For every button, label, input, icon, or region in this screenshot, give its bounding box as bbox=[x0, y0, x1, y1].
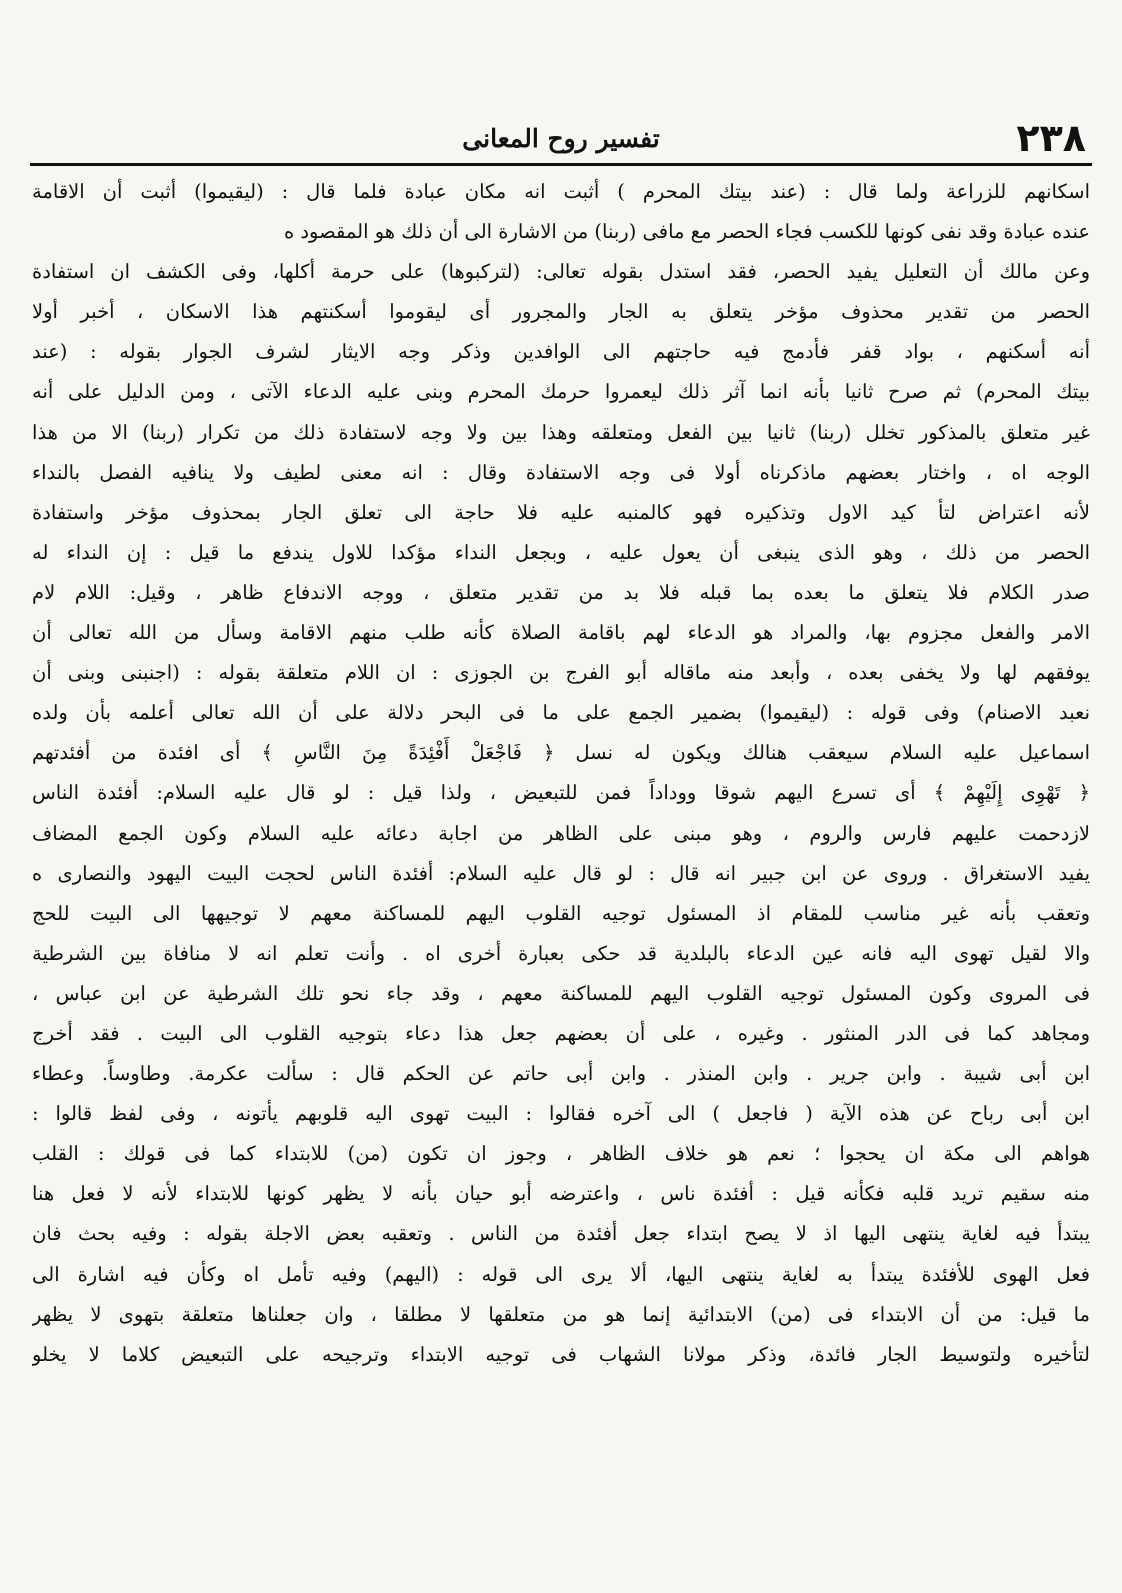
text-line: منه سقيم تريد قلبه فكأنه قيل : أفئدة ناس ، واعترضه أبو حيان بأنه لا يظهر كونها للابتداء لأنه لا فعل هنا bbox=[32, 1182, 1090, 1206]
page-header bbox=[30, 118, 1092, 160]
text-line: ابن أبى رباح عن هذه الآية ( فاجعل ) الى آخره فقالوا : البيت تهوى اليه قلوبهم يأتونه ، وفى لفظ قالوا : bbox=[32, 1102, 1090, 1126]
text-line: يبتدأ فيه لغاية ينتهى اليها اذ لا يصح ابتداء جعل أفئدة من الناس . وتعقبه بعض الاجلة بقوله : وفيه بحث فان bbox=[32, 1222, 1090, 1246]
text-line: والا لقيل تهوى اليه فانه عين الدعاء بالبلدية قد حكى بعبارة أخرى اه . وأنت تعلم انه لا منافاة بين الشرطية bbox=[32, 941, 1090, 965]
text-line: ما قيل: من أن الابتداء فى (من) الابتدائية إنما هو من متعلقها لا مطلقا ، وان جعلناها متعلقة بتهوى لا يظهر bbox=[32, 1302, 1090, 1326]
text-line: وعن مالك أن التعليل يفيد الحصر، فقد استدل بقوله تعالى: (لتركبوها) على حرمة أكلها، وفى الكشف ان استفادة bbox=[32, 260, 1090, 284]
text-line: فى المروى وكون المسئول توجيه القلوب اليهم للمساكنة معهم ، وقد جاء نحو تلك الشرطية عن ابن عباس ، bbox=[32, 981, 1090, 1005]
text-line: ابن أبى شيبة . وابن جرير . وابن المنذر . وابن أبى حاتم عن الحكم قال : سألت عكرمة. وطاوساً. وعطاء bbox=[32, 1062, 1090, 1086]
text-line: ومجاهد كما فى الدر المنثور . وغيره ، على أن بعضهم جعل هذا دعاء بتوجيه القلوب الى البيت . فقد أخرج bbox=[32, 1021, 1090, 1045]
text-line: يفيد الاستغراق . وروى عن ابن جبير انه قال : لو قال عليه السلام: أفئدة الناس لحجت البيت اليهود والنصارى ه bbox=[32, 861, 1090, 885]
text-line: وتعقب بأنه غير مناسب للمقام اذ المسئول توجيه القلوب اليهم للمساكنة معهم لا توجيهها الى البيت للحج bbox=[32, 901, 1090, 925]
text-line: بيتك المحرم) ثم صرح ثانيا بأنه انما آثر ذلك ليعمروا حرمك المحرم وبنى عليه الدعاء الآتى ، ومن الدليل على أنه bbox=[32, 380, 1090, 404]
text-line: اسكانهم للزراعة ولما قال : (عند بيتك المحرم ) أثبت انه مكان عبادة فلما قال : (ليقيموا) أثبت أن الاقامة bbox=[32, 180, 1090, 203]
text-line: لازدحمت عليهم فارس والروم ، وهو مبنى على الظاهر من اجابة دعائه عليه السلام وكون الجمع المضاف bbox=[32, 821, 1090, 845]
running-title: تفسير روح المعانى bbox=[462, 124, 660, 153]
text-line: هواهم الى مكة ان يحجوا ؛ نعم هو خلاف الظاهر ، وجوز ان تكون (من) للابتداء كما فى قولك : القلب bbox=[32, 1142, 1090, 1166]
text-line: الامر والفعل مجزوم بها، والمراد هو الدعاء لهم باقامة الصلاة كأنه طلب منهم الاقامة وسأل من الله تعالى أن bbox=[32, 621, 1090, 645]
text-line: الحصر من تقدير محذوف مؤخر يتعلق به الجار والمجرور أى ليقوموا أسكنتهم هذا الاسكان ، أخبر أولا bbox=[32, 300, 1090, 324]
text-line: لأنه اعتراض لتأ كيد الاول وتذكيره فهو كالمنبه عليه فلا حاجة الى تعلق الجار بمحذوف مؤخر واستفادة bbox=[32, 500, 1090, 524]
text-line: فعل الهوى للأفئدة يبتدأ به لغاية ينتهى اليها، ألا يرى الى قوله : (اليهم) وفيه تأمل اه وكأن فيه اشارة الى bbox=[32, 1262, 1090, 1286]
text-line: اسماعيل عليه السلام سيعقب هنالك ويكون له نسل ﴿ فَاجْعَلْ أَفْئِدَةً مِنَ النَّاسِ ﴾ أى افئدة من أفئدتهم bbox=[32, 741, 1090, 765]
text-line: نعبد الاصنام) وفى قوله : (ليقيموا) بضمير الجمع على ما فى البحر دلالة على أن الله تعالى أعلمه بأن ولده bbox=[32, 701, 1090, 725]
page-number: ٢٣٨ bbox=[1016, 116, 1086, 160]
text-line: يوفقهم لها ولا يخفى بعده ، وأبعد منه ماقاله أبو الفرج بن الجوزى : ان اللام متعلقة بقوله : (اجنبنى وبنى أن bbox=[32, 661, 1090, 685]
text-line: الحصر من ذلك ، وهو الذى ينبغى أن يعول عليه ، وبجعل النداء مؤكدا للاول يندفع ما قيل : إن النداء له bbox=[32, 540, 1090, 564]
text-line: أنه أسكنهم ، بواد قفر فأدمج فيه حاجتهم الى الوافدين وذكر وجه الايثار لشرف الجوار بقوله : (عند bbox=[32, 340, 1090, 364]
text-line: الوجه اه ، واختار بعضهم ماذكرناه أولا فى وجه الاستفادة وقال : انه معنى لطيف ولا ينافيه الفصل بالنداء bbox=[32, 460, 1090, 484]
page-body bbox=[32, 172, 1090, 1375]
text-line: ﴿ تَهْوِى إِلَيْهِمْ ﴾ أى تسرع اليهم شوقا ووداداً فمن للتبعيض ، ولذا قيل : لو قال عليه السلام: أفئدة الناس bbox=[32, 781, 1090, 805]
text-line: عنده عبادة وقد نفى كونها للكسب فجاء الحصر مع مافى (ربنا) من الاشارة الى أن ذلك هو المقصود ه bbox=[283, 220, 1090, 244]
text-line: لتأخيره ولتوسيط الجار فائدة، وذكر مولانا الشهاب فى توجيه الابتداء وترجيحه على التبعيض كلاما لا يخلو bbox=[32, 1342, 1090, 1366]
header-rule bbox=[30, 163, 1092, 166]
text-line: صدر الكلام فلا يتعلق ما بعده بما قبله فلا بد من تقدير متعلق ، ووجه الاندفاع ظاهر ، وقيل: اللام لام bbox=[32, 580, 1090, 604]
text-line: غير متعلق بالمذكور تخلل (ربنا) ثانيا بين الفعل ومتعلقه وهذا بين ولا وجه لاستفادة ذلك من تكرار (ربنا) الا من هذا bbox=[32, 420, 1090, 444]
